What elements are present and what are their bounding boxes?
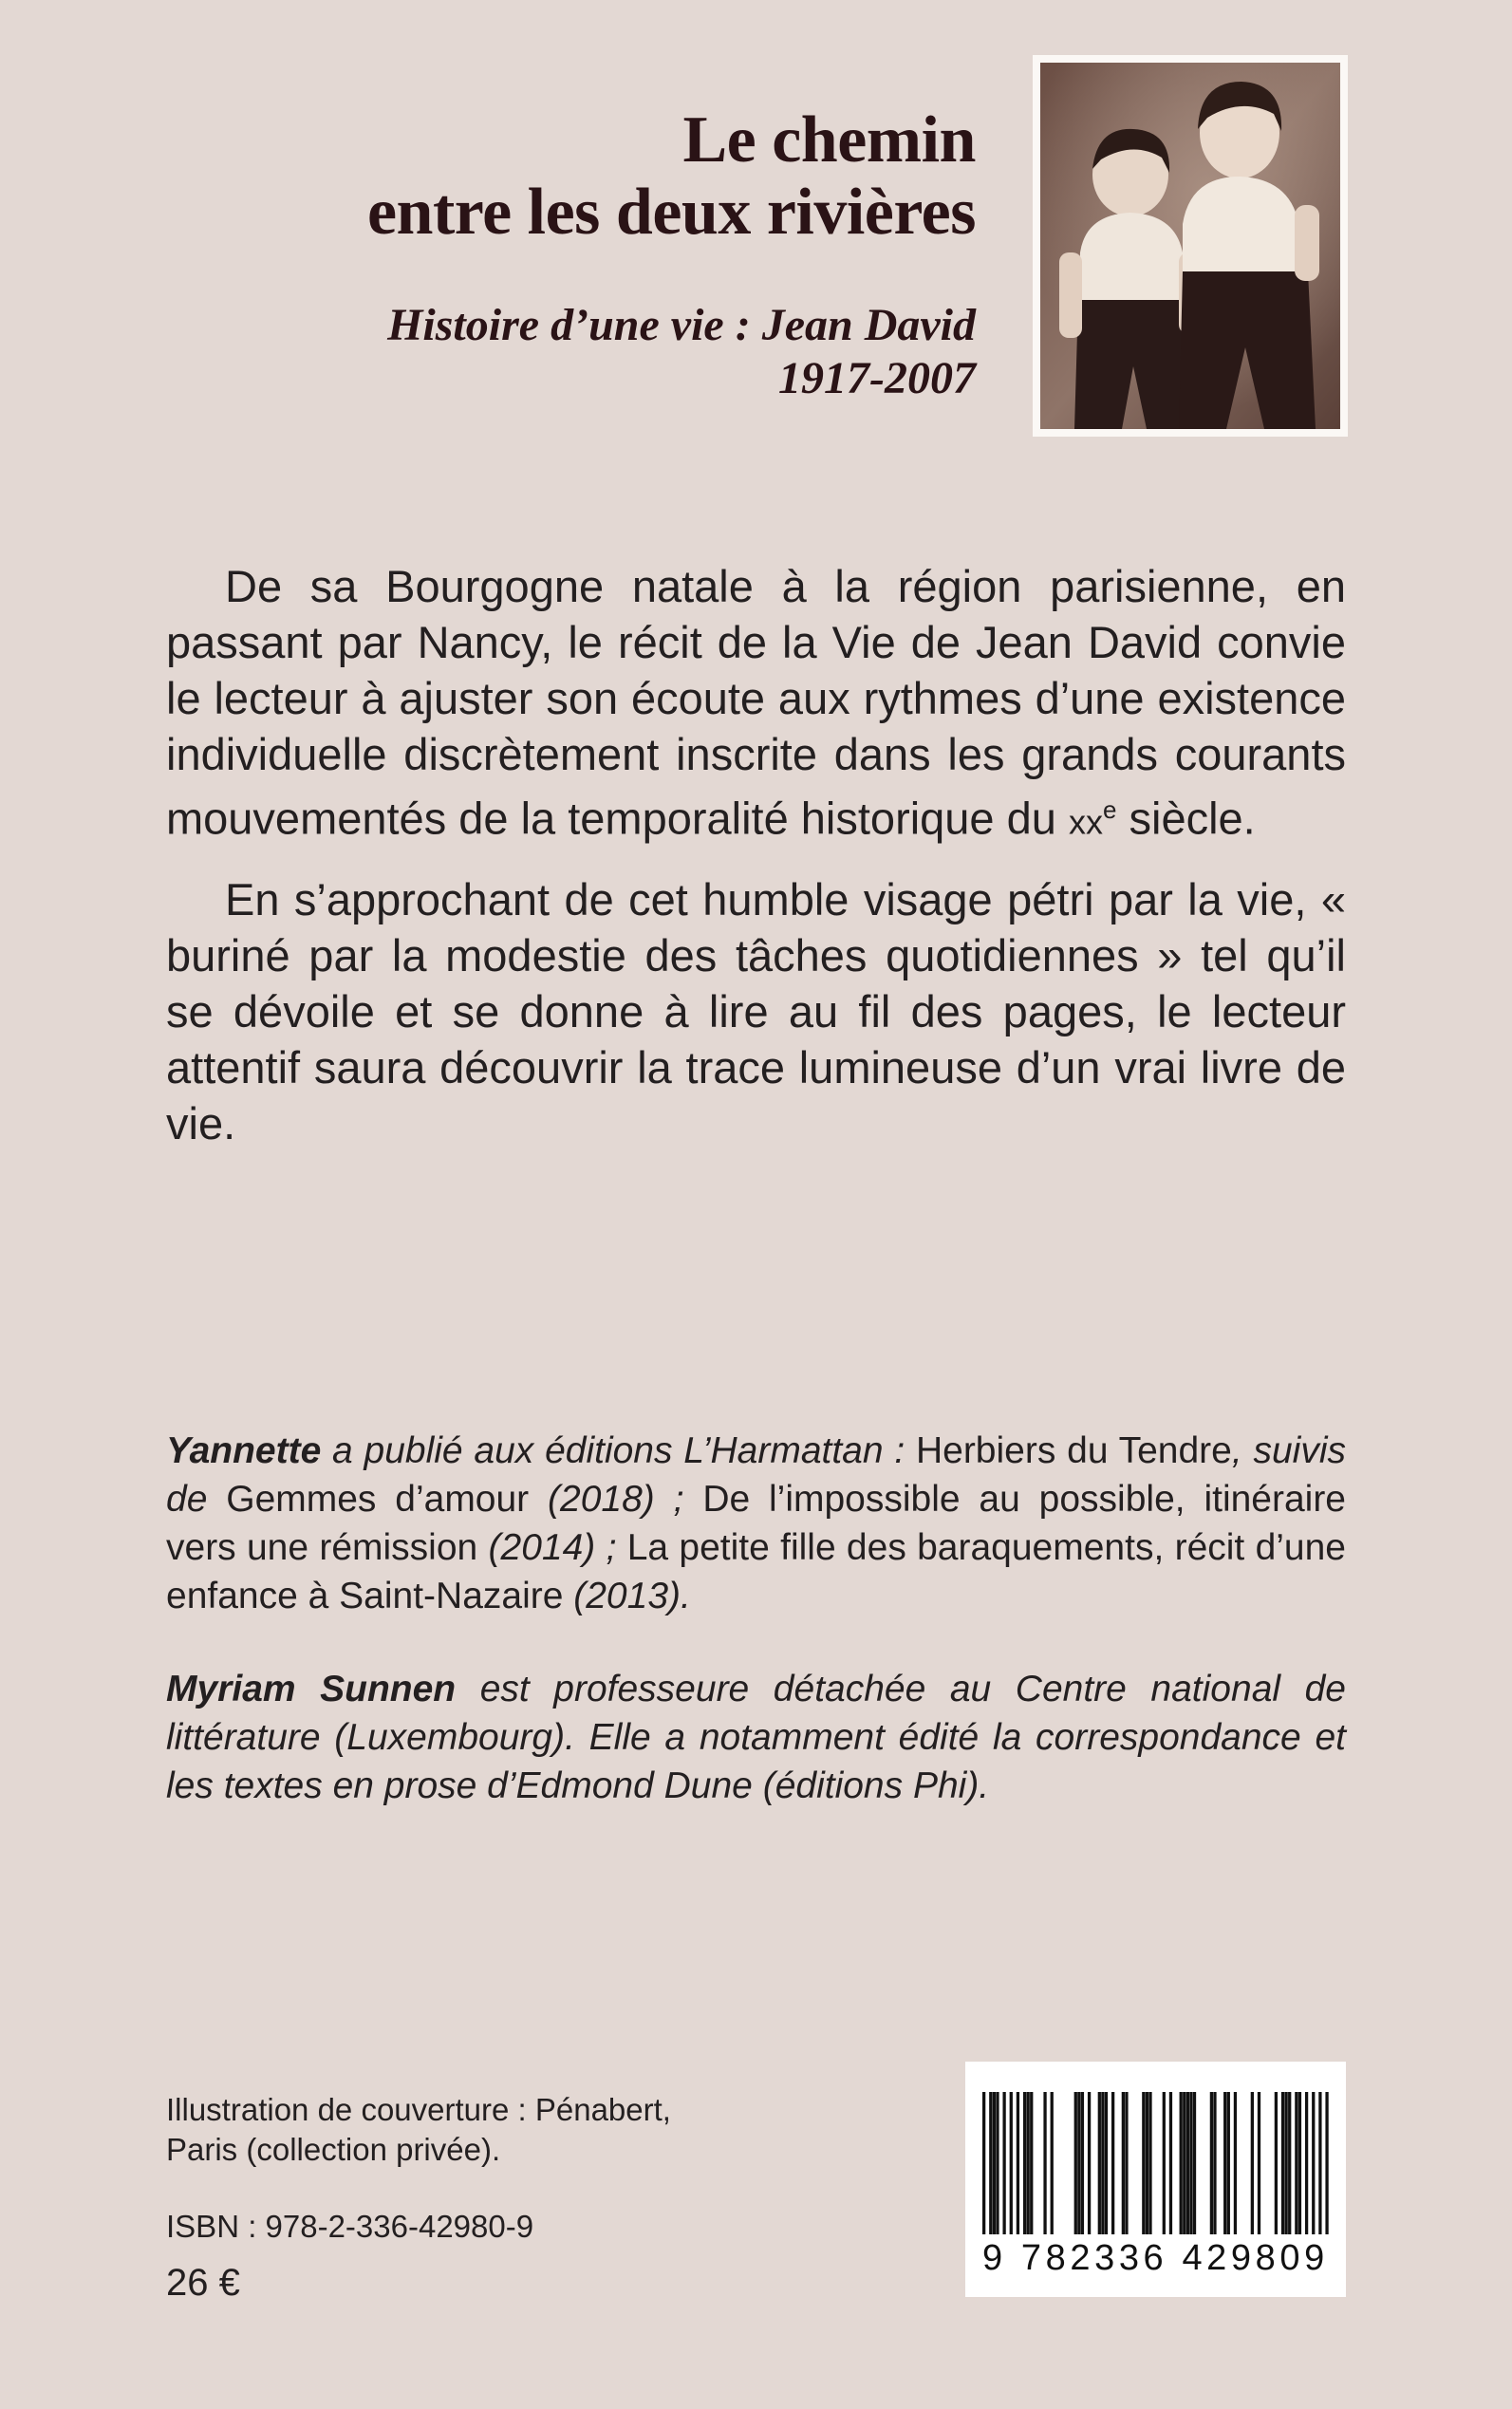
barcode-bar bbox=[1098, 2092, 1101, 2234]
barcode-bar bbox=[1189, 2092, 1192, 2234]
barcode-bar bbox=[1186, 2092, 1189, 2234]
author-name-yannette: Yannette bbox=[166, 1430, 322, 1471]
book-title-gemmes: Gemmes d’amour bbox=[226, 1479, 530, 1520]
back-cover-summary bbox=[166, 558, 1346, 1172]
barcode-bar bbox=[1193, 2092, 1196, 2234]
isbn: ISBN : 978-2-336-42980-9 bbox=[166, 2209, 534, 2244]
barcode-bar bbox=[1275, 2092, 1278, 2234]
barcode-bar bbox=[1325, 2092, 1328, 2234]
barcode-bar bbox=[1074, 2092, 1077, 2234]
barcode-bar bbox=[1043, 2092, 1046, 2234]
barcode-bar bbox=[1295, 2092, 1297, 2234]
bio1-text-2: , suivis de bbox=[166, 1430, 1346, 1520]
bio2-text: est professeure détachée au Centre national de littérature (Luxembourg). Elle a notamment édité la correspondance et les textes en prose d’Edmond Dune (éditions Phi). bbox=[166, 1669, 1346, 1806]
barcode-bar bbox=[1227, 2092, 1230, 2234]
barcode-bar bbox=[1234, 2092, 1237, 2234]
barcode-bar bbox=[1030, 2092, 1033, 2234]
barcode-bar bbox=[1251, 2092, 1254, 2234]
subtitle-years: 1917-2007 bbox=[778, 353, 976, 403]
barcode bbox=[965, 2062, 1346, 2297]
barcode-bar bbox=[1288, 2092, 1291, 2234]
barcode-bar bbox=[1281, 2092, 1284, 2234]
barcode-bar bbox=[1002, 2092, 1005, 2234]
barcode-bar bbox=[1081, 2092, 1084, 2234]
bio1-text-4: (2014) ; bbox=[477, 1527, 627, 1568]
barcode-bar bbox=[1298, 2092, 1301, 2234]
barcode-bar bbox=[1148, 2092, 1151, 2234]
barcode-bar bbox=[1088, 2092, 1091, 2234]
title-line-1: Le chemin bbox=[682, 103, 976, 177]
barcode-bar bbox=[1223, 2092, 1226, 2234]
bio1-text-1: a publié aux éditions L’Harmattan : bbox=[321, 1430, 916, 1471]
barcode-bar bbox=[1125, 2092, 1128, 2234]
book-subtitle bbox=[387, 299, 976, 405]
cover-photo bbox=[1033, 55, 1348, 437]
barcode-bar bbox=[982, 2092, 985, 2234]
summary-p1-end: siècle. bbox=[1116, 793, 1256, 844]
barcode-bar bbox=[996, 2092, 999, 2234]
barcode-bar bbox=[1163, 2092, 1166, 2234]
barcode-bar bbox=[1017, 2092, 1019, 2234]
price: 26 € bbox=[166, 2262, 240, 2304]
sepia-photo-two-children bbox=[1040, 63, 1340, 429]
barcode-bar bbox=[1027, 2092, 1030, 2234]
barcode-bar bbox=[1312, 2092, 1315, 2234]
barcode-bar bbox=[993, 2092, 996, 2234]
bio1-text-3: (2018) ; bbox=[529, 1479, 703, 1520]
barcode-bar bbox=[1101, 2092, 1104, 2234]
summary-paragraph-2: En s’approchant de cet humble visage pétri par la vie, « buriné par la modestie des tâches quotidiennes » tel qu’il se dévoile et se donne à lire au fil des pages, le lecteur attentif saura découvrir la trace lumineuse d’un vrai livre de vie. bbox=[166, 873, 1346, 1148]
summary-paragraph-1 bbox=[166, 558, 1346, 850]
barcode-bar bbox=[1111, 2092, 1114, 2234]
barcode-bar bbox=[989, 2092, 992, 2234]
barcode-digits: 9 782336 429809 bbox=[982, 2238, 1329, 2278]
summary-p1-text: De sa Bourgogne natale à la région parisienne, en passant par Nancy, le récit de la Vie de Jean David convie le lecteur à ajuster son écoute aux rythmes d’une existence individuelle discrètement inscrite dans les grands courants mouvementés de la temporalité historique du bbox=[166, 561, 1346, 844]
bio-myriam-sunnen bbox=[166, 1665, 1346, 1810]
century-superscript: e bbox=[1102, 795, 1117, 824]
illustration-credit bbox=[166, 2090, 736, 2170]
barcode-bar bbox=[1077, 2092, 1080, 2234]
bio1-text-5: (2013). bbox=[563, 1576, 691, 1616]
barcode-bar bbox=[1210, 2092, 1213, 2234]
book-title bbox=[367, 104, 976, 249]
barcode-bar bbox=[1122, 2092, 1125, 2234]
barcode-bar bbox=[1105, 2092, 1108, 2234]
barcode-bars bbox=[982, 2092, 1329, 2234]
barcode-bar bbox=[1010, 2092, 1013, 2234]
title-line-2: entre les deux rivières bbox=[366, 176, 976, 249]
book-title-herbiers: Herbiers du Tendre bbox=[915, 1430, 1232, 1471]
barcode-bar bbox=[1213, 2092, 1216, 2234]
book-title-impossible: De l’impossible au possible, itinéraire vers une rémission bbox=[166, 1479, 1347, 1568]
barcode-bar bbox=[1318, 2092, 1321, 2234]
barcode-bar bbox=[1142, 2092, 1145, 2234]
barcode-bar bbox=[1258, 2092, 1260, 2234]
century-numeral: xx bbox=[1068, 802, 1103, 842]
subtitle-line-1: Histoire d’une vie : Jean David bbox=[387, 300, 976, 350]
barcode-bar bbox=[1051, 2092, 1054, 2234]
book-title-petite-fille: La petite fille des baraquements, récit d’une enfance à Saint-Nazaire bbox=[166, 1527, 1346, 1616]
barcode-bar bbox=[1284, 2092, 1287, 2234]
credit-line-1: Illustration de couverture : Pénabert, bbox=[166, 2092, 671, 2127]
barcode-bar bbox=[1146, 2092, 1148, 2234]
barcode-bar bbox=[1169, 2092, 1172, 2234]
credit-line-2: Paris (collection privée). bbox=[166, 2132, 501, 2167]
author-name-sunnen: Myriam Sunnen bbox=[166, 1669, 457, 1709]
barcode-bar bbox=[1180, 2092, 1183, 2234]
author-bios bbox=[166, 1427, 1346, 1855]
bio-yannette bbox=[166, 1427, 1346, 1620]
barcode-bar bbox=[1023, 2092, 1026, 2234]
barcode-bar bbox=[1183, 2092, 1185, 2234]
barcode-bar bbox=[1305, 2092, 1308, 2234]
